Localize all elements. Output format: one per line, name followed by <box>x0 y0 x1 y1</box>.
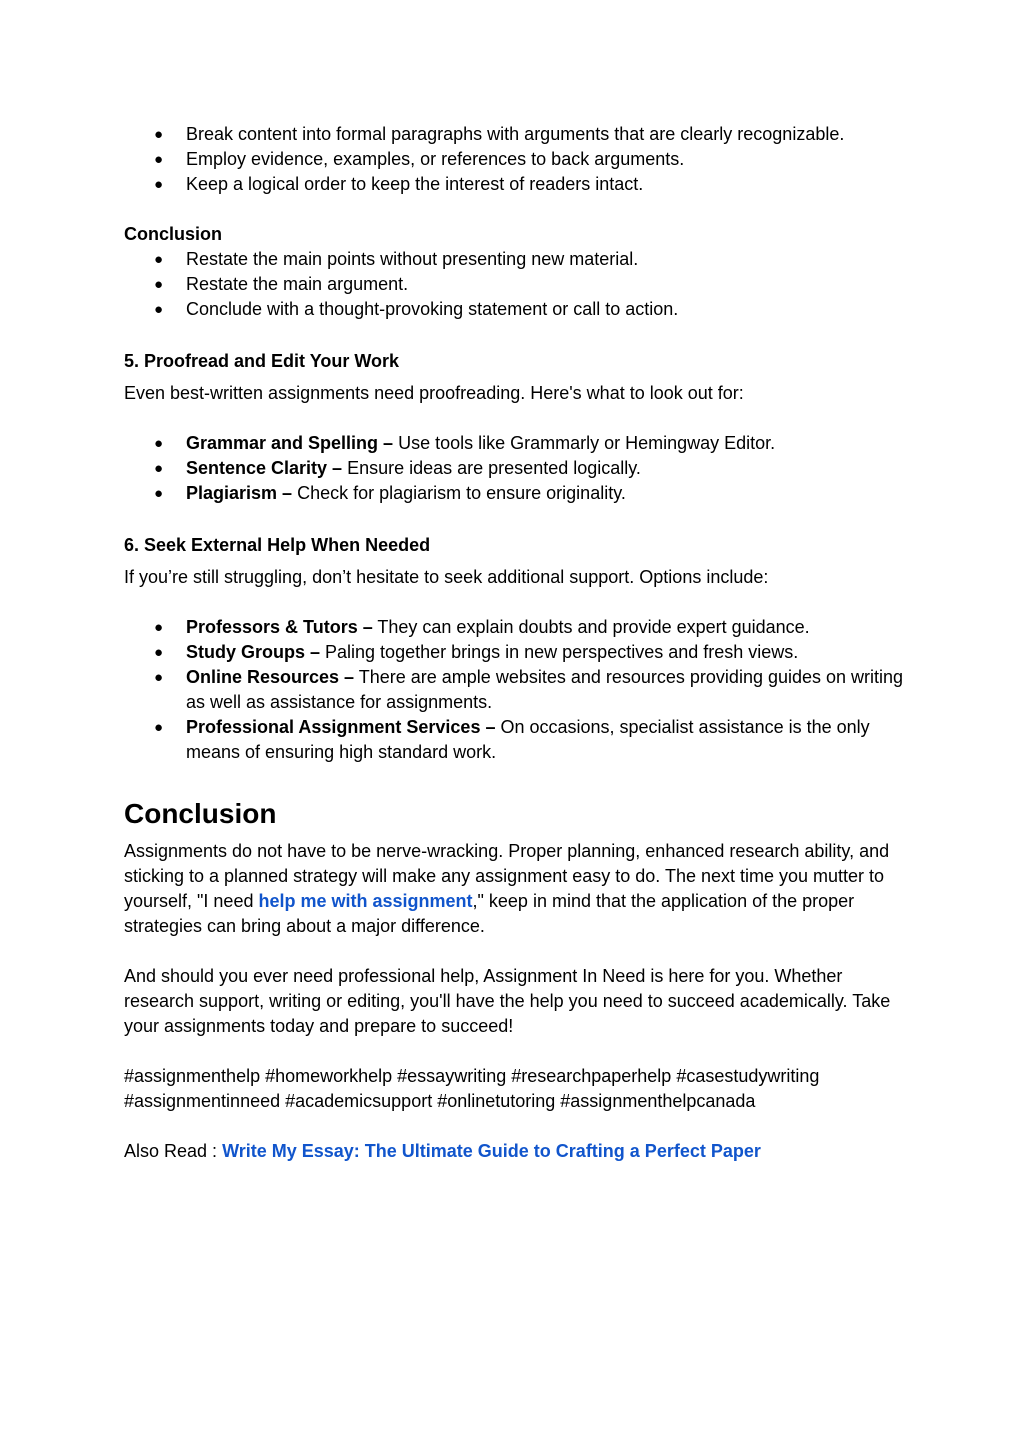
also-read: Also Read : Write My Essay: The Ultimate Guide to Crafting a Perfect Paper <box>124 1141 761 1161</box>
section6-list <box>124 615 904 765</box>
list-item: ● Keep a logical order to keep the interest of readers intact. <box>124 172 904 197</box>
list-item: ● Plagiarism – Check for plagiarism to ensure originality. <box>124 481 904 506</box>
body-points-list <box>124 122 904 197</box>
bullet-icon: ● <box>154 619 164 636</box>
write-my-essay-link[interactable]: Write My Essay: The Ultimate Guide to Crafting a Perfect Paper <box>222 1141 761 1161</box>
section5-list <box>124 431 904 506</box>
bullet-icon: ● <box>154 176 164 193</box>
bullet-icon: ● <box>154 719 164 736</box>
bullet-icon: ● <box>154 669 164 686</box>
list-item: ● Grammar and Spelling – Use tools like Grammarly or Hemingway Editor. <box>124 431 904 456</box>
list-item: ● Sentence Clarity – Ensure ideas are presented logically. <box>124 456 904 481</box>
conclusion-paragraph-1: Assignments do not have to be nerve-wracking. Proper planning, enhanced research ability, and sticking to a planned strategy will make any assignment easy to do. The next time you mutter to yourself, "I need help me with assignment," keep in mind that the application of the proper strategies can bring about a major difference. <box>124 841 890 936</box>
list-item: ● Conclude with a thought-provoking statement or call to action. <box>124 297 904 322</box>
bullet-icon: ● <box>154 435 164 452</box>
conclusion-title: Conclusion <box>124 798 277 829</box>
list-item: ● Break content into formal paragraphs with arguments that are clearly recognizable. <box>124 122 904 147</box>
list-item: ● Restate the main argument. <box>124 272 904 297</box>
list-item: ● Study Groups – Paling together brings in new perspectives and fresh views. <box>124 640 904 665</box>
bullet-icon: ● <box>154 485 164 502</box>
conclusion-subheading: Conclusion <box>124 224 222 244</box>
bullet-icon: ● <box>154 126 164 143</box>
section6-intro: If you’re still struggling, don’t hesitate to seek additional support. Options include: <box>124 567 769 587</box>
hashtags: #assignmenthelp #homeworkhelp #essaywriting #researchpaperhelp #casestudywriting #assignmentinneed #academicsupport #onlinetutoring #assignmenthelpcanada <box>124 1066 820 1111</box>
section6-heading: 6. Seek External Help When Needed <box>124 535 431 555</box>
help-me-with-assignment-link[interactable]: help me with assignment <box>258 891 473 911</box>
bullet-icon: ● <box>154 460 164 477</box>
bullet-icon: ● <box>154 151 164 168</box>
list-item: ● Professors & Tutors – They can explain doubts and provide expert guidance. <box>124 615 904 640</box>
bullet-icon: ● <box>154 301 164 318</box>
conclusion-paragraph-2: And should you ever need professional help, Assignment In Need is here for you. Whether research support, writing or editing, you'll have the help you need to succeed academically. Take your assignments today and prepare to succeed! <box>124 966 891 1036</box>
conclusion-points-list <box>124 247 904 322</box>
bullet-icon: ● <box>154 276 164 293</box>
list-item: ● Professional Assignment Services – On occasions, specialist assistance is the only means of ensuring high standard work. <box>154 717 870 762</box>
bullet-icon: ● <box>154 251 164 268</box>
section5-intro: Even best-written assignments need proofreading. Here's what to look out for: <box>124 383 744 403</box>
bullet-icon: ● <box>154 644 164 661</box>
list-item: ● Online Resources – There are ample websites and resources providing guides on writing as well as assistance for assignments. <box>154 667 904 712</box>
list-item: ● Restate the main points without presenting new material. <box>124 247 904 272</box>
document-page <box>124 122 904 1164</box>
list-item: ● Employ evidence, examples, or references to back arguments. <box>124 147 904 172</box>
section5-heading: 5. Proofread and Edit Your Work <box>124 351 400 371</box>
